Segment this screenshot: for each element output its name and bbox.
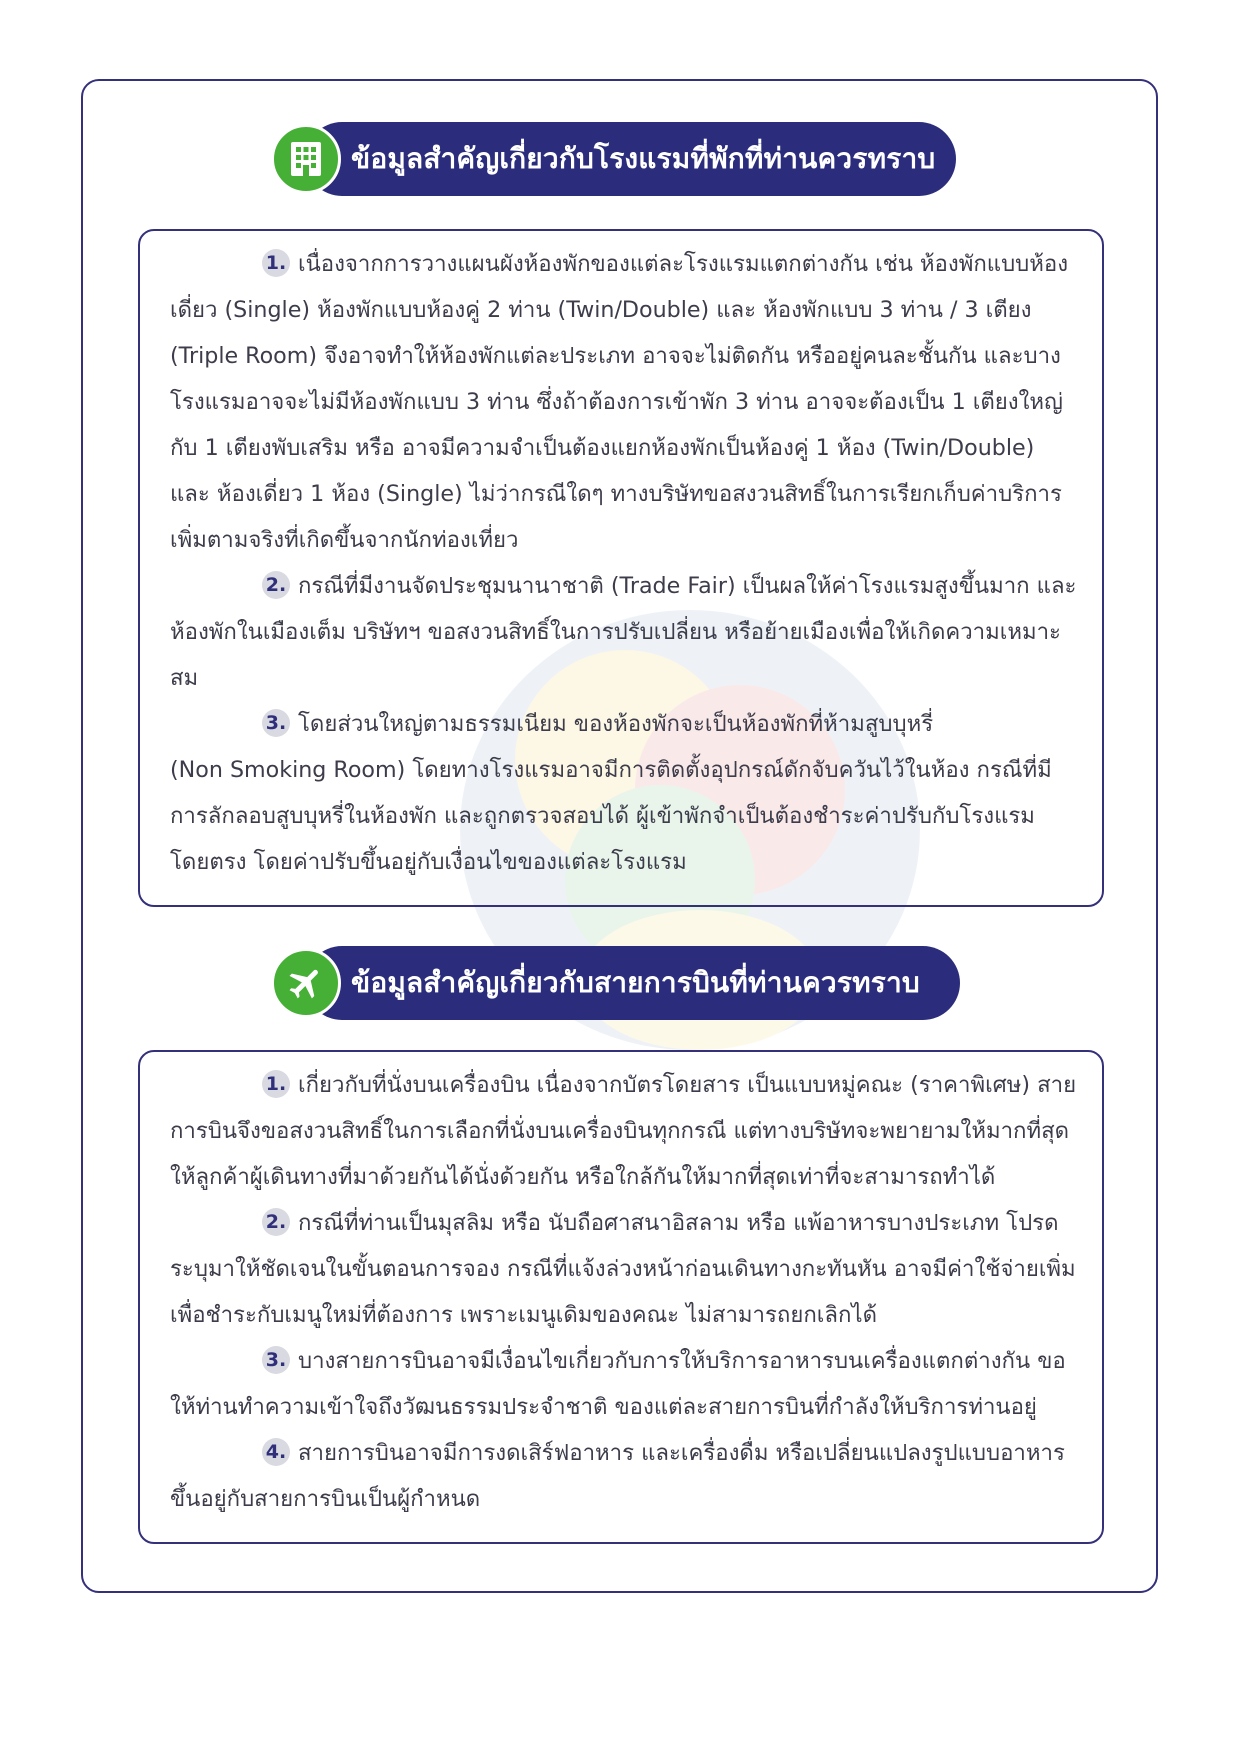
hotel-header-pill: [305, 122, 956, 196]
airline-section-header: [271, 946, 960, 1020]
airline-item-3-number: 3.: [262, 1346, 290, 1374]
hotel-item-1-number: 1.: [262, 249, 290, 277]
hotel-item-3-number: 3.: [262, 709, 290, 737]
airline-item-1: [170, 1062, 1078, 1200]
building-icon: [271, 124, 341, 194]
airline-item-2-text: กรณีที่ท่านเป็นมุสลิม หรือ นับถือศาสนาอิสลาม หรือ แพ้อาหารบางประเภท โปรดระบุมาให้ชัดเจนในขั้นตอนการจอง กรณีที่แจ้งล่วงหน้าก่อนเดินทางกะทันหัน อาจมีค่าใช้จ่ายเพิ่มเพื่อชำระกับเมนูใหม่ที่ต้องการ เพราะเมนูเดิมของคณะ ไม่สามารถยกเลิกได้: [170, 1210, 1076, 1328]
airline-item-2-number: 2.: [262, 1208, 290, 1236]
hotel-item-2: [170, 563, 1078, 701]
airline-info-box: [138, 1050, 1104, 1544]
hotel-item-3-text: โดยส่วนใหญ่ตามธรรมเนียม ของห้องพักจะเป็นห้องพักที่ห้ามสูบบุหรี่: [298, 711, 934, 737]
airline-item-3-text: บางสายการบินอาจมีเงื่อนไขเกี่ยวกับการให้บริการอาหารบนเครื่องแตกต่างกัน ขอให้ท่านทำความเข้าใจถึงวัฒนธรรมประจำชาติ ของแต่ละสายการบินที่กำลังให้บริการท่านอยู่: [170, 1348, 1066, 1420]
hotel-item-2-text: กรณีที่มีงานจัดประชุมนานาชาติ (Trade Fair) เป็นผลให้ค่าโรงแรมสูงขึ้นมาก และห้องพักในเมืองเต็ม บริษัทฯ ขอสงวนสิทธิ์ในการปรับเปลี่ยน หรือย้ายเมืองเพื่อให้เกิดความเหมาะสม: [170, 573, 1077, 691]
airline-item-4-number: 4.: [262, 1438, 290, 1466]
hotel-item-1: [170, 241, 1078, 563]
airline-item-1-text: เกี่ยวกับที่นั่งบนเครื่องบิน เนื่องจากบัตรโดยสาร เป็นแบบหมู่คณะ (ราคาพิเศษ) สายการบินจึงขอสงวนสิทธิ์ในการเลือกที่นั่งบนเครื่องบินทุกกรณี แต่ทางบริษัทจะพยายามให้มากที่สุด ให้ลูกค้าผู้เดินทางที่มาด้วยกันได้นั่งด้วยกัน หรือใกล้กันให้มากที่สุดเท่าที่จะสามารถทำได้: [170, 1072, 1077, 1190]
hotel-item-2-number: 2.: [262, 571, 290, 599]
hotel-section-header: [271, 122, 956, 196]
hotel-section-title: ข้อมูลสำคัญเกี่ยวกับโรงแรมที่พักที่ท่านควรทราบ: [351, 142, 936, 175]
hotel-item-1-text: เนื่องจากการวางแผนผังห้องพักของแต่ละโรงแรมแตกต่างกัน เช่น ห้องพักแบบห้องเดี่ยว (Single) ห้องพักแบบห้องคู่ 2 ท่าน (Twin/Double) และ ห้องพักแบบ 3 ท่าน / 3 เตียง (Triple Room) จึงอาจทำให้ห้องพักแต่ละประเภท อาจจะไม่ติดกัน หรืออยู่คนละชั้นกัน และบางโรงแรมอาจจะไม่มีห้องพักแบบ 3 ท่าน ซึ่งถ้าต้องการเข้าพัก 3 ท่าน อาจจะต้องเป็น 1 เตียงใหญ่ กับ 1 เตียงพับเสริม หรือ อาจมีความจำเป็นต้องแยกห้องพักเป็นห้องคู่ 1 ห้อง (Twin/Double) และ ห้องเดี่ยว 1 ห้อง (Single) ไม่ว่ากรณีใดๆ ทางบริษัทขอสงวนสิทธิ์ในการเรียกเก็บค่าบริการเพิ่มตามจริงที่เกิดขึ้นจากนักท่องเที่ยว: [170, 251, 1069, 553]
airplane-icon: [271, 948, 341, 1018]
airline-item-4: [170, 1430, 1078, 1522]
airline-item-1-number: 1.: [262, 1070, 290, 1098]
airline-item-3: [170, 1338, 1078, 1430]
airline-section-title: ข้อมูลสำคัญเกี่ยวกับสายการบินที่ท่านควรทราบ: [351, 966, 920, 999]
airline-item-4-text: สายการบินอาจมีการงดเสิร์ฟอาหาร และเครื่องดื่ม หรือเปลี่ยนแปลงรูปแบบอาหาร ขึ้นอยู่กับสายการบินเป็นผู้กำหนด: [170, 1440, 1065, 1512]
hotel-item-3-continuation: (Non Smoking Room) โดยทางโรงแรมอาจมีการติดตั้งอุปกรณ์ดักจับควันไว้ในห้อง กรณีที่มีการลักลอบสูบบุหรี่ในห้องพัก และถูกตรวจสอบได้ ผู้เข้าพักจำเป็นต้องชำระค่าปรับกับโรงแรมโดยตรง โดยค่าปรับขึ้นอยู่กับเงื่อนไขของแต่ละโรงแรม: [170, 757, 1052, 875]
airline-item-2: [170, 1200, 1078, 1338]
hotel-info-box: [138, 229, 1104, 907]
hotel-item-3: [170, 701, 1078, 747]
airline-header-pill: [305, 946, 960, 1020]
